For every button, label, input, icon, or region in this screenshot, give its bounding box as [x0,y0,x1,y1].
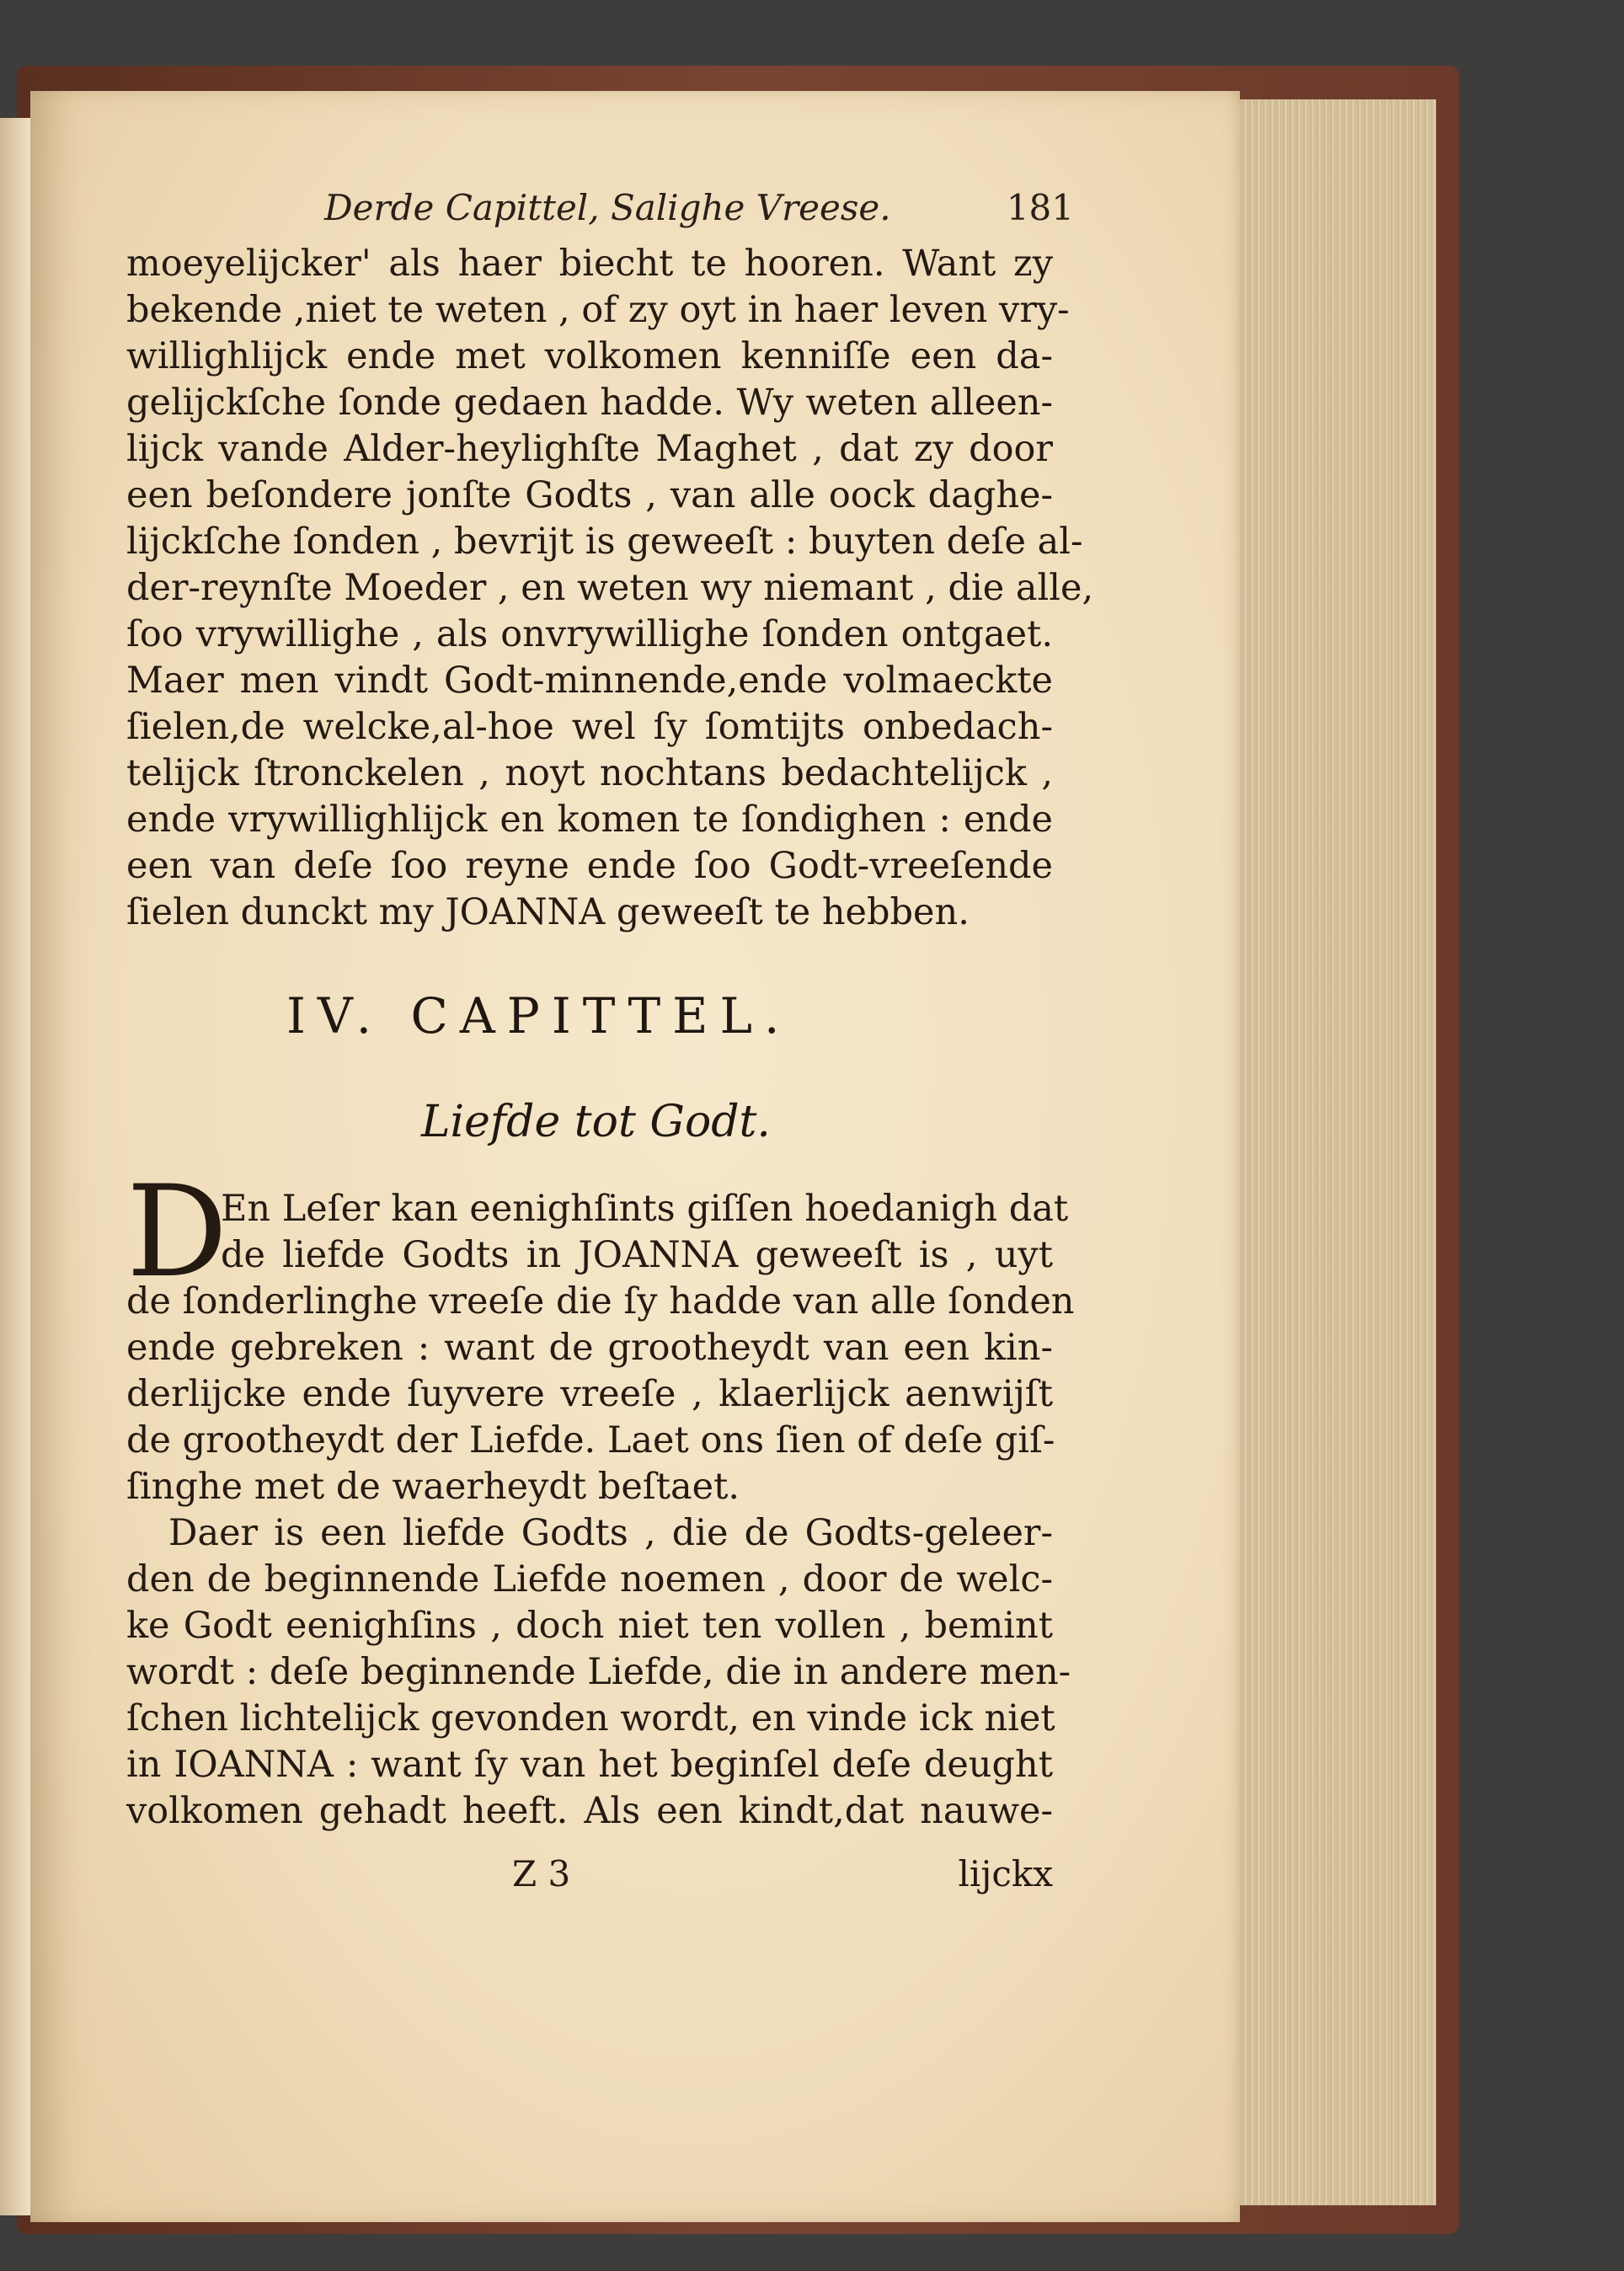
chapter-subtitle: Liefde tot Godt. [421,1097,771,1147]
text-line: ſinghe met de waerheydt beſtaet. [126,1466,740,1508]
text-line: ſchen lichtelijck gevonden wordt, en vinde ick niet [126,1697,1055,1739]
text-line: En Leſer kan eenighſints giſſen hoedanigh dat [221,1188,1069,1230]
text-line: lijck vande Alder-heylighſte Maghet , dat zy door [126,428,1053,470]
text-line: lijckſche ſonden , bevrijt is geweeſt : buyten deſe al- [126,521,1083,563]
chapter-heading: IV. CAPITTEL. [286,987,792,1045]
text-line: in IOANNA : want ſy van het beginſel deſe deught [126,1744,1053,1786]
text-line: gelijckſche ſonde gedaen hadde. Wy weten alleen- [126,382,1053,424]
text-line: bekende ,niet te weten , of zy oyt in haer leven vry- [126,289,1070,331]
text-line: een beſondere jonſte Godts , van alle oock daghe- [126,474,1053,516]
page-number: 181 [1006,187,1074,228]
paragraph-1 [126,241,1094,936]
paragraph-2 [126,1279,1075,1510]
text-line: ke Godt eenighſins , doch niet ten vollen , bemint [126,1605,1053,1647]
text-line: ſielen dunckt my JOANNA geweeſt te hebben. [126,891,970,933]
text-line: ſoo vrywillighe , als onvrywillighe ſonden ontgaet. [126,613,1053,655]
text-line: willighlijck ende met volkomen kenniſſe een da- [126,335,1053,377]
paragraph-2-opening [221,1186,1069,1279]
text-line: telijck ſtronckelen , noyt nochtans bedachtelijck , [126,752,1053,794]
text-line: ende gebreken : want de grootheydt van een kin- [126,1327,1053,1369]
text-line: der-reynſte Moeder , en weten wy niemant , die alle, [126,567,1094,609]
catchword: lijckx [958,1853,1053,1894]
running-head-title: Derde Capittel, Salighe Vreese. [324,187,891,228]
text-line: de grootheydt der Liefde. Laet ons ſien of deſe giſ- [126,1419,1055,1461]
text-line: derlijcke ende ſuyvere vreeſe , klaerlijck aenwijſt [126,1373,1053,1415]
text-line: de ſonderlinghe vreeſe die ſy hadde van alle ſonden [126,1280,1075,1323]
text-line: een van deſe ſoo reyne ende ſoo Godt-vreeſende [126,845,1053,887]
text-line: de liefde Godts in JOANNA geweeſt is , uyt [221,1234,1053,1276]
text-line: volkomen gehadt heeft. Als een kindt,dat nauwe- [126,1790,1053,1832]
text-line: den de beginnende Liefde noemen , door de welc- [126,1558,1053,1600]
text-line: ende vrywillighlijck en komen te ſondighen : ende [126,799,1053,841]
page-block-edge [1231,99,1436,2205]
signature-mark: Z 3 [512,1853,571,1894]
facing-page-edge [0,118,30,2215]
text-line: wordt : deſe beginnende Liefde, die in andere men- [126,1651,1071,1693]
text-line: Daer is een liefde Godts , die de Godts-geleer- [168,1512,1053,1554]
text-line: Maer men vindt Godt-minnende,ende volmaeckte [126,660,1053,702]
running-head [324,187,1074,234]
text-line: ſielen,de welcke,al-hoe wel ſy ſomtijts onbedach- [126,706,1053,748]
drop-cap: D [126,1159,228,1306]
text-line: moeyelijcker' als haer biecht te hooren. Want zy [126,243,1053,285]
paragraph-3 [126,1510,1071,1835]
